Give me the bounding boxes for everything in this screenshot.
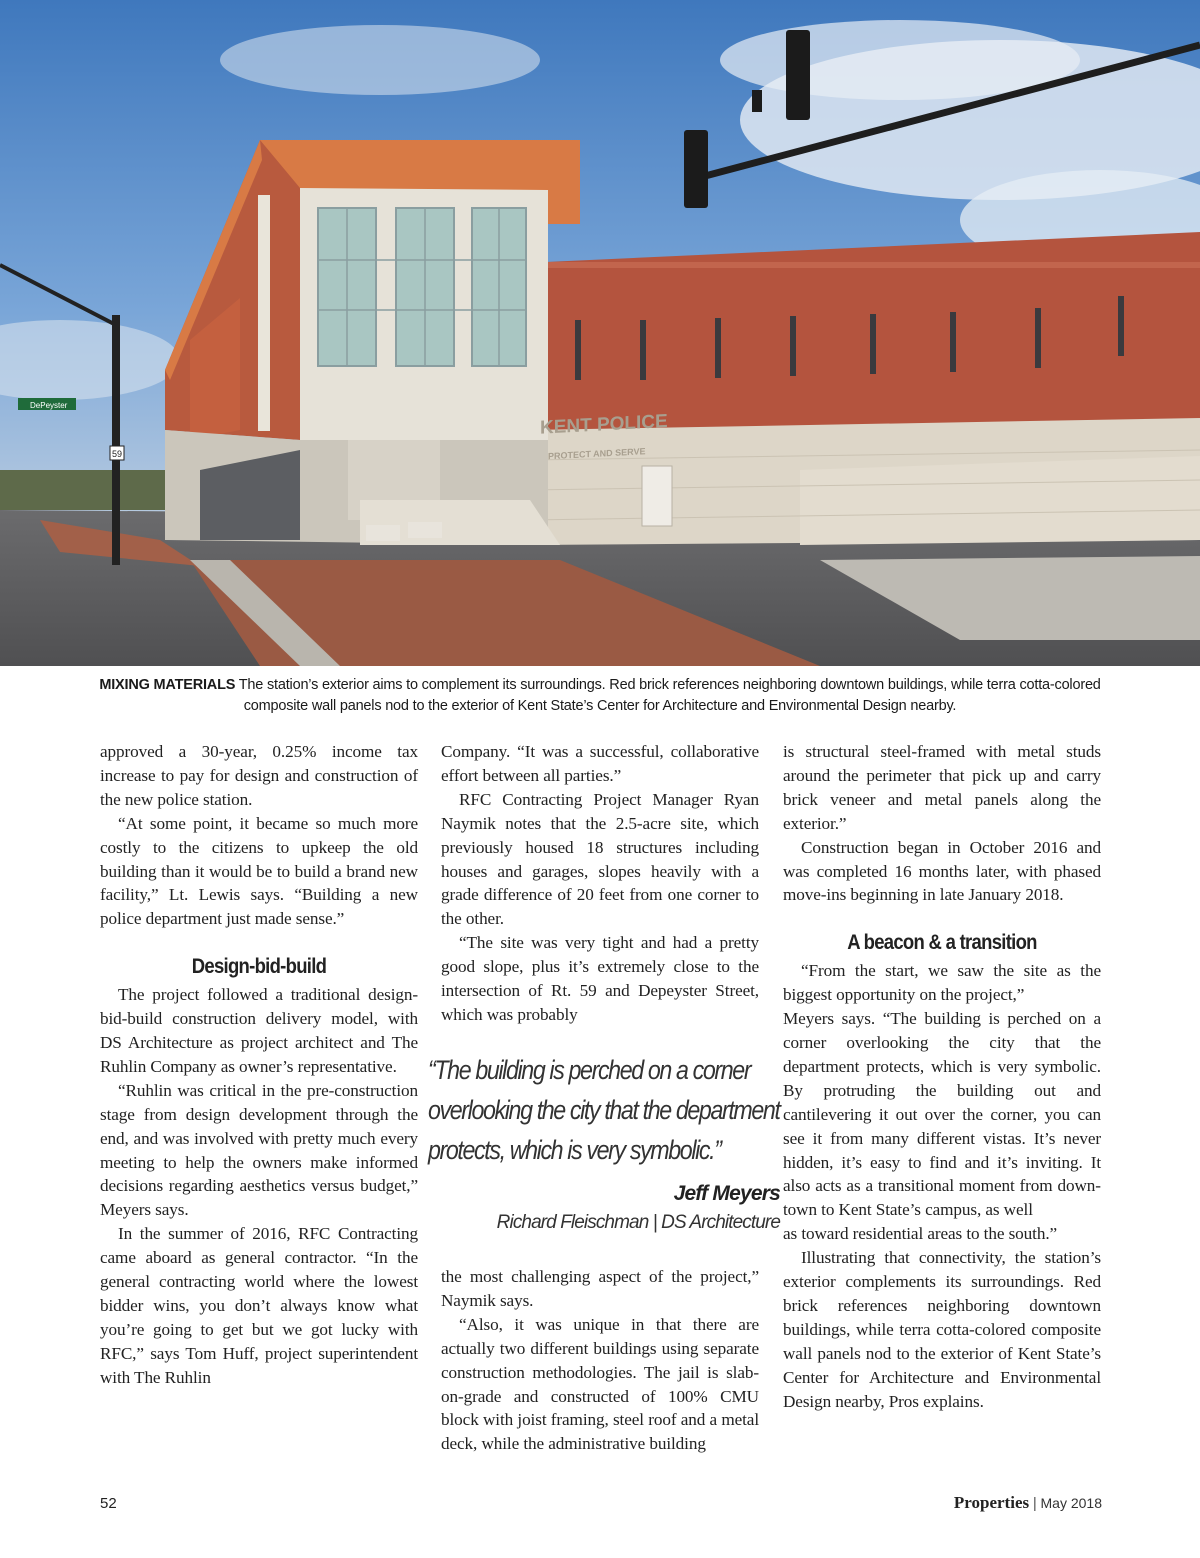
caption-lead: MIXING MATERIALS [99,677,236,693]
col1-paragraph-2: “At some point, it became so much more costly to the citizens to upkeep the old building than it would be to build a brand new facility,” Lt. Lewis says. “Building a new police department just made sense.” [100,813,418,929]
col1-paragraph-3: The project followed a traditional design-bid-build construction delivery model, with DS Architecture as project architect and The Ruhlin Company as owner’s representative. [100,985,418,1076]
col3-paragraph-2: Construction began in October 2016 and was completed 16 months later, with phased move-ins beginning in late January 2018. [783,837,1101,905]
column-3 [783,740,1101,1413]
route-sign-text: 59 [112,449,123,459]
column-1 [100,740,418,1390]
section-heading-design-bid-build: Design-bid-build [191,955,327,979]
col2-paragraph-5: “Also, it was unique in that there are actually two different buildings using separate construction methodologies. The jail is slab-on-grade and constructed of 100% CMU block with joist framing, steel roof and a metal deck, while the administrative building [441,1314,759,1454]
pull-quote-org: Richard Fleischman | DS Architecture [496,1212,780,1233]
building-sign-motto: PROTECT AND SERVE [548,446,646,462]
pull-quote-text: “The building is perched on a corner overlooking the city that the department protects, which is very symbolic.” [428,1055,780,1165]
section-heading-beacon: A beacon & a transition [847,931,1037,955]
footer-folio [954,1493,1102,1513]
col2-paragraph-1: Company. “It was a successful, collaborative effort between all parties.” [441,742,759,785]
street-sign-text: DePeyster [30,401,68,410]
col3-paragraph-3a: “From the start, we saw the site as the biggest opportunity on the project,” [783,961,1101,1005]
page-number: 52 [100,1495,117,1512]
col1-paragraph-5: In the summer of 2016, RFC Contracting came aboard as general contractor. “In the general contracting world where the lowest bidder wins, you don’t always know what you’re going to get but we got lucky with RFC,” says Tom Huff, project superintendent with The Ruhlin [100,1224,418,1387]
col2-paragraph-3: “The site was very tight and had a pretty good slope, plus it’s extremely close to the intersection of Rt. 59 and Depeyster Street, which was probably [441,933,759,1024]
photo-caption [96,675,1104,717]
col2-paragraph-2: RFC Contracting Project Manager Ryan Naymik notes that the 2.5-acre site, which previously housed 18 structures including houses and garages, slopes heavily with a grade difference of 20 feet from one corner to the other. [441,789,759,929]
building-sign-main: KENT POLICE [540,411,668,439]
col3-paragraph-4: Illustrating that connectivity, the station’s exterior complements its surroundings. Red brick references neighboring downtown buildings, while terra cotta-colored composite wall panels nod to the exterior of Kent State’s Center for Architecture and Environmental Design nearby, Pros explains. [783,1248,1101,1411]
col3-paragraph-1: is structural steel-framed with metal studs around the perimeter that pick up and carry brick veneer and metal panels along the exterior.” [783,742,1101,833]
caption-text: The station’s exterior aims to complement its surroundings. Red brick references neighboring downtown buildings, while terra cotta-colored composite wall panels nod to the exterior of Kent State’s Center for Architecture and Environmental Design nearby. [235,677,1101,714]
column-2-top [441,740,759,1027]
column-2-bottom [441,1265,759,1456]
magazine-name: Properties [953,1493,1030,1512]
col3-paragraph-3c: as toward residential areas to the south.” [783,1224,1058,1244]
issue-date: May 2018 [1040,1495,1102,1511]
col1-paragraph-4: “Ruhlin was critical in the pre-construction stage from design development through the end, and was involved with pretty much every meeting to help the owners make informed decisions regarding aesthetics versus budget,” Meyers says. [100,1080,418,1220]
col2-paragraph-4: the most challenging aspect of the project,” Naymik says. [441,1267,759,1310]
col1-paragraph-1: approved a 30-year, 0.25% income tax increase to pay for design and construction of the new police station. [100,742,418,809]
pull-quote-name: Jeff Meyers [673,1182,780,1205]
col3-paragraph-3b: Meyers says. “The building is perched on a corner overlooking the city that the department protects, which is very symbolic. By protruding the building out and cantilevering it out over the corner, you can see it from many different vistas. It’s never hidden, it’s easy to find and it’s inviting. It also acts as a transitional moment from downtown to Kent State’s campus, as well [783,1009,1101,1220]
pull-quote [428,1050,780,1234]
hero-photo [0,0,1200,666]
folio-separator: | [1032,1495,1037,1512]
